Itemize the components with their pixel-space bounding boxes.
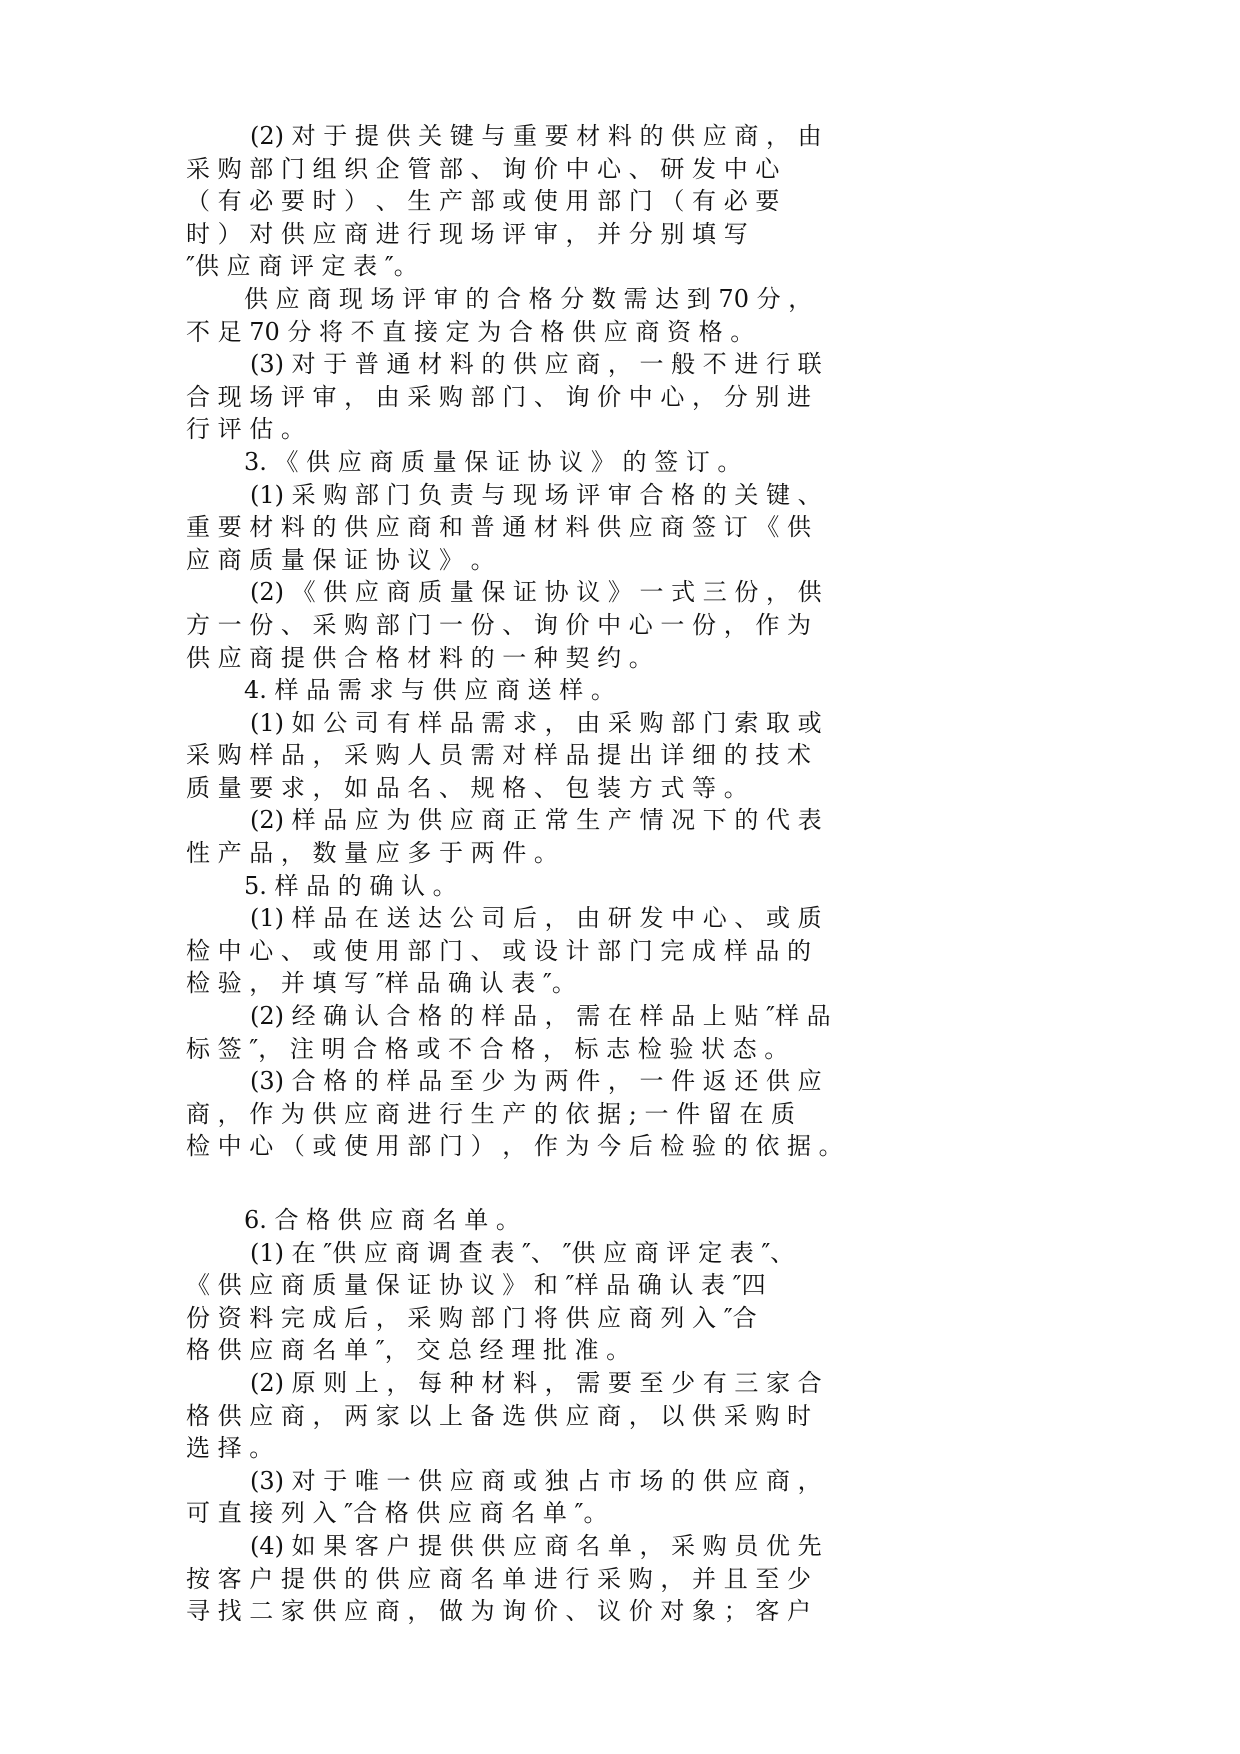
text-line: 方 一 份 、 采 购 部 门 一 份 、 询 价 中 心 一 份 ， 作 为 [186,610,811,639]
text-line: 《 供 应 商 质 量 保 证 协 议 》 和 ″样 品 确 认 表 ″四 [186,1271,766,1300]
text-line: 检 中 心 、 或 使 用 部 门 、 或 设 计 部 门 完 成 样 品 的 [186,936,811,965]
text-line: 应 商 质 量 保 证 协 议 》 。 [186,545,495,574]
text-line: (4) 如 果 客 户 提 供 供 应 商 名 单 ， 采 购 员 优 先 [250,1531,822,1560]
text-line: 寻 找 二 家 供 应 商 ， 做 为 询 价 、 议 价 对 象 ； 客 户 [186,1597,811,1626]
text-line: 行 评 估 。 [186,415,305,444]
text-line: 4. 样 品 需 求 与 供 应 商 送 样 。 [244,676,615,705]
text-line: 不 足 70 分 将 不 直 接 定 为 合 格 供 应 商 资 格 。 [186,317,755,346]
text-line: 供 应 商 现 场 评 审 的 合 格 分 数 需 达 到 70 分 ， [244,284,813,313]
text-line: （ 有 必 要 时 ） 、 生 产 部 或 使 用 部 门 （ 有 必 要 [186,187,780,216]
text-line: (2) 原 则 上 ， 每 种 材 料 ， 需 要 至 少 有 三 家 合 [250,1368,822,1397]
text-line: 采 购 部 门 组 织 企 管 部 、 询 价 中 心 、 研 发 中 心 [186,154,780,183]
text-line: (2) 样 品 应 为 供 应 商 正 常 生 产 情 况 下 的 代 表 [250,806,822,835]
text-line: 格 供 应 商 ， 两 家 以 上 备 选 供 应 商 ， 以 供 采 购 时 [186,1401,811,1430]
text-line: 6. 合 格 供 应 商 名 单 。 [244,1206,520,1234]
text-line: 可 直 接 列 入 ″合 格 供 应 商 名 单 ″。 [186,1499,608,1528]
text-line: 选 择 。 [186,1434,274,1463]
text-line: 合 现 场 评 审 ， 由 采 购 部 门 、 询 价 中 心 ， 分 别 进 [186,382,811,411]
text-line: (2) 《 供 应 商 质 量 保 证 协 议 》 一 式 三 份 ， 供 [250,578,822,607]
text-line: (1) 如 公 司 有 样 品 需 求 ， 由 采 购 部 门 索 取 或 [250,708,822,737]
text-line: (2) 对 于 提 供 关 键 与 重 要 材 料 的 供 应 商 ， 由 [250,122,822,150]
text-line: 检 中 心 （ 或 使 用 部 门 ） ， 作 为 今 后 检 验 的 依 据 。 [186,1132,843,1161]
text-line: 5. 样 品 的 确 认 。 [244,871,457,900]
text-line: 标 签 ″， 注 明 合 格 或 不 合 格 ， 标 志 检 验 状 态 。 [186,1034,789,1063]
text-line: (1) 采 购 部 门 负 责 与 现 场 评 审 合 格 的 关 键 、 [250,480,822,509]
text-line: ″供 应 商 评 定 表 ″。 [186,252,418,281]
text-line: 性 产 品 ， 数 量 应 多 于 两 件 。 [186,839,558,868]
text-line: 采 购 样 品 ， 采 购 人 员 需 对 样 品 提 出 详 细 的 技 术 [186,741,811,770]
text-line: 检 验 ， 并 填 写 ″样 品 确 认 表 ″。 [186,969,576,998]
text-line: (2) 经 确 认 合 格 的 样 品 ， 需 在 样 品 上 贴 ″样 品 [250,1002,831,1031]
text-line: 重 要 材 料 的 供 应 商 和 普 通 材 料 供 应 商 签 订 《 供 [186,513,811,542]
text-line: 质 量 要 求 ， 如 品 名 、 规 格 、 包 装 方 式 等 。 [186,773,748,802]
text-line: 供 应 商 提 供 合 格 材 料 的 一 种 契 约 。 [186,643,653,672]
paragraph-gap [186,1163,1046,1204]
text-line: 商 ， 作 为 供 应 商 进 行 生 产 的 依 据 ; 一 件 留 在 质 [186,1099,796,1128]
text-line: (1) 样 品 在 送 达 公 司 后 ， 由 研 发 中 心 、 或 质 [250,904,822,933]
text-line: 按 客 户 提 供 的 供 应 商 名 单 进 行 采 购 ， 并 且 至 少 [186,1564,811,1593]
text-line: (3) 对 于 普 通 材 料 的 供 应 商 ， 一 般 不 进 行 联 [250,350,822,379]
text-line: (3) 对 于 唯 一 供 应 商 或 独 占 市 场 的 供 应 商 ， [250,1466,822,1495]
text-line: 份 资 料 完 成 后 ， 采 购 部 门 将 供 应 商 列 入 ″合 [186,1303,757,1332]
text-line: (3) 合 格 的 样 品 至 少 为 两 件 ， 一 件 返 还 供 应 [250,1067,822,1096]
text-line: 时 ） 对 供 应 商 进 行 现 场 评 审 ， 并 分 别 填 写 [186,219,748,248]
text-line: 格 供 应 商 名 单 ″， 交 总 经 理 批 准 。 [186,1336,631,1365]
text-line: (1) 在 ″供 应 商 调 查 表 ″、 ″供 应 商 评 定 表 ″、 [250,1238,795,1267]
text-line: 3. 《 供 应 商 质 量 保 证 协 议 》 的 签 订 。 [244,447,742,476]
document-body [186,120,1046,1628]
